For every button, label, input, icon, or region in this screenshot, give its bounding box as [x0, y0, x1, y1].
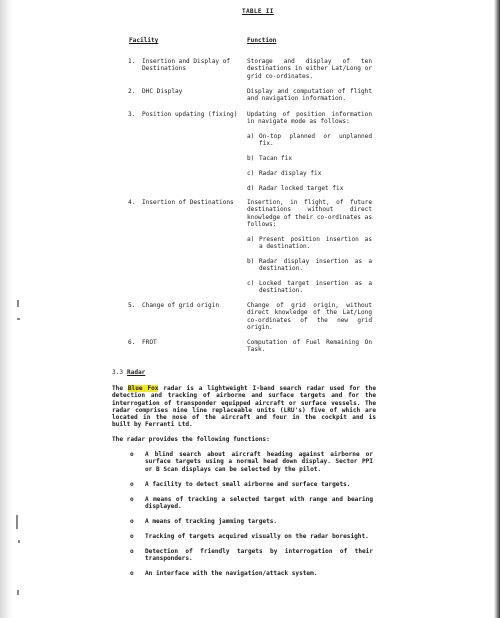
sub-item-label: b) [247, 155, 255, 162]
function-cell: Computation of Fuel Remaining On Task. [247, 339, 372, 354]
facility-column-header: Facility [129, 37, 159, 44]
sub-item-text: Present position insertion as a destination. [259, 236, 372, 251]
section-paragraph: The radar provides the following functions: [112, 436, 270, 443]
row-number: 4. [128, 199, 136, 206]
bullet-marker: o [130, 548, 134, 555]
facility-cell: FROT [142, 339, 157, 346]
facility-cell: DHC Display [142, 88, 183, 95]
sub-item-text: Radar locked target fix [259, 185, 344, 192]
bullet-text: Tracking of targets acquired visually on the radar boresight. [145, 533, 369, 540]
sub-item-text: Radar display insertion as a destination. [259, 258, 372, 273]
row-number: 5. [128, 302, 136, 309]
bullet-text: A means of tracking a selected target with range and bearing displayed. [145, 496, 373, 511]
sub-item-text: On-top planned or unplanned fix. [259, 133, 372, 148]
section-paragraph [112, 385, 376, 429]
bullet-text: A facility to detect small airborne and surface targets. [145, 481, 351, 488]
scan-mark [17, 318, 20, 320]
facility-cell: Insertion of Destinations [142, 199, 234, 206]
bullet-text: A blind search about aircraft heading against airborne or surface targets using a normal head down display. Sector PPI or B Scan displays can be selected by the pilot. [145, 451, 373, 473]
row-number: 1. [128, 58, 136, 65]
bullet-text: An interface with the navigation/attack system. [145, 570, 318, 577]
scan-mark [17, 300, 19, 307]
bullet-text: Detection of friendly targets by interrogation of their transponders. [145, 548, 373, 563]
paragraph-text: radar is a lightweight I-band search radar used for the detection and tracking of airborne and surface targets and for the interrogation of transponder equipped aircraft or surface vessels. The radar comprises nine line replaceable units (LRU's) five of which are located in the nose of the aircraft and four in the cockpit and is built by Ferranti Ltd. [112, 385, 376, 429]
sub-item-label: c) [247, 170, 255, 177]
sub-item-text: Tacan fix [259, 155, 293, 162]
table-title: TABLE II [242, 8, 274, 15]
bullet-marker: o [130, 481, 134, 488]
sub-item-text: Locked target insertion as a destination. [259, 280, 372, 295]
sub-item-label: b) [247, 258, 255, 265]
scan-left-edge [0, 0, 14, 618]
bullet-marker: o [130, 570, 134, 577]
bullet-marker: o [130, 496, 134, 503]
bullet-text: A means of tracking jamming targets. [145, 518, 278, 525]
function-cell: Display and computation of flight and navigation information. [247, 88, 372, 103]
scan-mark [16, 515, 18, 529]
function-cell: Insertion, in flight, of future destinations without direct knowledge of their co-ordinates as follows: [247, 199, 372, 228]
scan-mark [18, 540, 20, 543]
sub-item-text: Radar display fix [259, 170, 322, 177]
scan-right-edge [494, 0, 500, 618]
paragraph-text: The [112, 385, 128, 392]
function-column-header: Function [247, 37, 277, 44]
facility-cell: Position updating (fixing) [142, 111, 238, 118]
bullet-marker: o [130, 518, 134, 525]
row-number: 6. [128, 339, 136, 346]
facility-cell: Change of grid origin [142, 302, 220, 309]
highlighted-term: Blue Fox [127, 385, 159, 392]
sub-item-label: a) [247, 133, 255, 140]
scan-mark [17, 590, 19, 595]
section-number: 3.3 [112, 369, 124, 376]
section-title: Radar [127, 369, 146, 376]
row-number: 3. [128, 111, 136, 118]
bullet-marker: o [130, 533, 134, 540]
row-number: 2. [128, 88, 136, 95]
function-cell: Change of grid origin, without direct knowledge of the Lat/Long co-ordinates of the new grid origin. [247, 302, 372, 331]
bullet-marker: o [130, 451, 134, 458]
function-cell: Updating of position information in navigate mode as follows: [247, 111, 372, 126]
facility-cell: Insertion and Display of Destinations [142, 58, 231, 73]
sub-item-label: a) [247, 236, 255, 243]
function-cell: Storage and display of ten destinations in either Lat/Long or grid co-ordinates. [247, 58, 372, 80]
sub-item-label: d) [247, 185, 255, 192]
sub-item-label: c) [247, 280, 255, 287]
